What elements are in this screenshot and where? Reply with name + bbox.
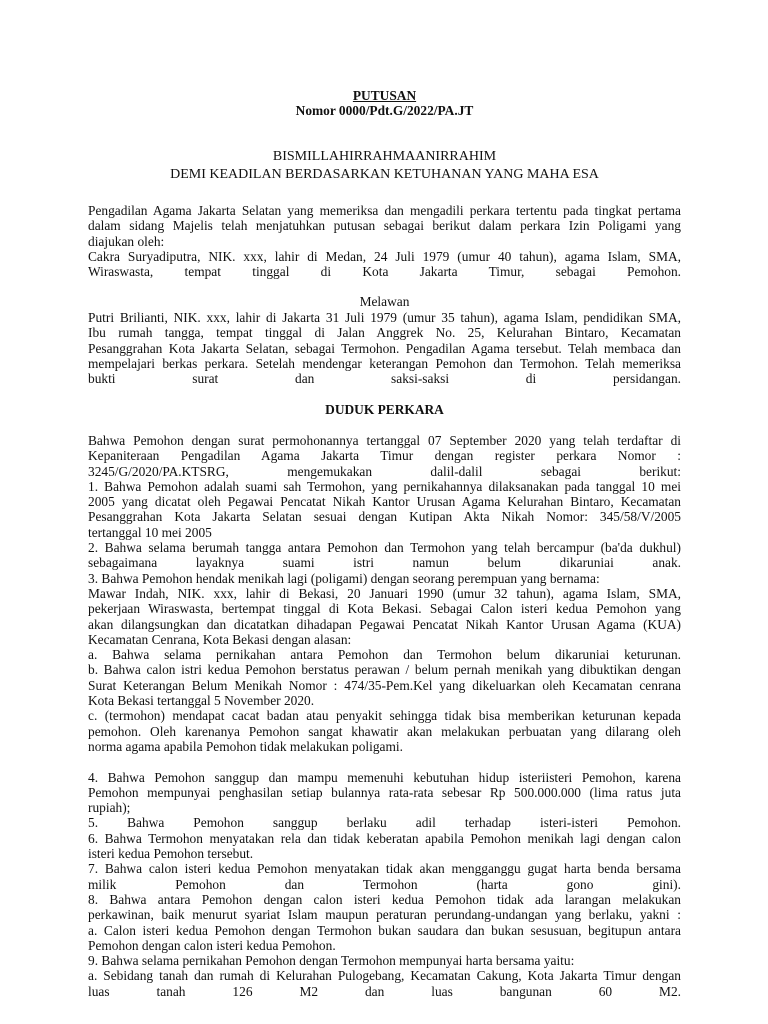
demi-keadilan-line: DEMI KEADILAN BERDASARKAN KETUHANAN YANG MAHA ESA [170, 166, 599, 182]
text-line: sebagaimana layaknya suami istri namun belum dikaruniai anak. [88, 555, 681, 571]
text-line: isteri kedua Pemohon tersebut. [88, 846, 254, 862]
case-number: Nomor 0000/Pdt.G/2022/PA.JT [295, 103, 474, 119]
text-line: rupiah); [88, 800, 131, 816]
text-line: diajukan oleh: [88, 233, 165, 249]
document-header [88, 88, 681, 119]
text-line: b. Bahwa calon istri kedua Pemohon berstatus perawan / belum pernah menikah yang dibuktikan dengan [88, 662, 681, 678]
text-line: norma agama apabila Pemohon tidak melakukan poligami. [88, 738, 403, 754]
text-line: a. Sebidang tanah dan rumah di Kelurahan Pulogebang, Kecamatan Cakung, Kota Jakarta Timur dengan [88, 968, 681, 984]
bismillah-line: BISMILLAHIRRAHMAANIRRAHIM [272, 149, 497, 164]
text-line: 3245/G/2020/PA.KTSRG, mengemukakan dalil-dalil sebagai berikut: [88, 463, 681, 479]
text-line: tertanggal 10 mei 2005 [88, 524, 212, 540]
text-line: 5. Bahwa Pemohon sanggup berlaku adil terhadap isteri-isteri Pemohon. [88, 815, 681, 831]
melawan-heading: Melawan [359, 294, 410, 309]
text-line: Ibu rumah tangga, tempat tinggal di Jalan Anggrek No. 25, Kelurahan Bintaro, Kecamatan [88, 325, 681, 341]
text-line: 7. Bahwa calon isteri kedua Pemohon menyatakan tidak akan mengganggu gugat harta benda bersama [88, 861, 681, 877]
text-line: perkawinan, baik menurut syariat Islam maupun peraturan perundang-undangan yang berlaku, yakni : [88, 907, 681, 923]
text-line: 9. Bahwa selama pernikahan Pemohon dengan Termohon mempunyai harta bersama yaitu: [88, 953, 575, 969]
text-line: Kota Bekasi tertanggal 5 November 2020. [88, 693, 315, 709]
text-line: dalam sidang Majelis telah menjatuhkan putusan sebagai berikut dalam perkara Izin Poligami yang [88, 218, 681, 234]
text-line: akan dilangsungkan dan dicatatkan dihadapan Pegawai Pencatat Nikah Kantor Urusan Agama (KUA) [88, 616, 681, 632]
opening-formula [88, 148, 681, 183]
text-line: Pemohon dengan calon isteri kedua Pemohon. [88, 937, 336, 953]
text-line: Wiraswasta, tempat tinggal di Kota Jakarta Timur, sebagai Pemohon. [88, 264, 681, 280]
paragraph-gap [88, 754, 681, 769]
text-line: bukti surat dan saksi-saksi di persidangan. [88, 371, 681, 387]
text-line: Kecamatan Cenrana, Kota Bekasi dengan alasan: [88, 631, 352, 647]
text-line: luas tanah 126 M2 dan luas bangunan 60 M2. [88, 983, 681, 999]
text-line: Cakra Suryadiputra, NIK. xxx, lahir di Medan, 24 Juli 1979 (umur 40 tahun), agama Islam, SMA, [88, 248, 681, 264]
text-line: Surat Keterangan Belum Menikah Nomor : 474/35-Pem.Kel yang dikeluarkan oleh Kecamatan cenrana [88, 677, 681, 693]
text-line: Pengadilan Agama Jakarta Selatan yang memeriksa dan mengadili perkara tertentu pada tingkat pertama [88, 203, 681, 218]
document-title: PUTUSAN [352, 88, 417, 103]
text-line: 2. Bahwa selama berumah tangga antara Pemohon dan Termohon yang telah bercampur (ba'da dukhul) [88, 540, 681, 556]
text-line: Kepaniteraan Pengadilan Agama Jakarta Timur dengan register perkara Nomor : [88, 448, 681, 464]
text-line: Pesanggrahan Kota Jakarta Selatan, sebagai Termohon. Pengadilan Agama tersebut. Telah membaca dan [88, 340, 681, 356]
text-line: pekerjaan Wiraswasta, bertempat tinggal di Kota Bekasi. Sebagai Calon isteri kedua Pemohon yang [88, 601, 681, 617]
text-line: milik Pemohon dan Termohon (harta gono gini). [88, 876, 681, 892]
text-line: a. Calon isteri kedua Pemohon dengan Termohon bukan saudara dan bukan sesusuan, begitupun antara [88, 922, 681, 938]
intro-paragraph [88, 203, 681, 279]
text-line: mempelajari berkas perkara. Setelah mendengar keterangan Pemohon dan Termohon. Telah memeriksa [88, 355, 681, 371]
text-line: 8. Bahwa antara Pemohon dengan calon isteri kedua Pemohon tidak ada larangan melakukan [88, 891, 681, 907]
text-line: Pemohon mempunyai penghasilan setiap bulannya rata-rata sebesar Rp 500.000.000 (lima ratus juta [88, 784, 681, 800]
text-line: 4. Bahwa Pemohon sanggup dan mampu memenuhi kebutuhan hidup isteriisteri Pemohon, karena [88, 769, 681, 785]
section-heading-duduk-perkara: DUDUK PERKARA [325, 402, 444, 417]
text-line: 1. Bahwa Pemohon adalah suami sah Termohon, yang pernikahannya dilaksanakan pada tanggal 10 mei [88, 478, 681, 494]
text-line: 3. Bahwa Pemohon hendak menikah lagi (poligami) dengan seorang perempuan yang bernama: [88, 570, 600, 586]
text-line: 6. Bahwa Termohon menyatakan rela dan tidak keberatan apabila Pemohon menikah lagi dengan calon [88, 830, 681, 846]
text-line: pemohon. Oleh karenanya Pemohon sangat khawatir akan melakukan perbuatan yang dilarang oleh [88, 723, 681, 739]
text-line: Pesanggrahan Kota Jakarta Selatan sesuai dengan Kutipan Akta Nikah Nomor: 345/58/V/2005 [88, 509, 681, 525]
text-line: c. (termohon) mendapat cacat badan atau penyakit sehingga tidak bisa memberikan keturunan kepada [88, 708, 681, 724]
text-line: Putri Brilianti, NIK. xxx, lahir di Jakarta 31 Juli 1979 (umur 35 tahun), agama Islam, pendidikan SMA, [88, 310, 681, 325]
duduk-perkara-body [88, 433, 681, 999]
text-line: Mawar Indah, NIK. xxx, lahir di Bekasi, 20 Januari 1990 (umur 32 tahun), agama Islam, SMA, [88, 585, 681, 601]
text-line: Bahwa Pemohon dengan surat permohonannya tertanggal 07 September 2020 yang telah terdaftar di [88, 433, 681, 448]
text-line: a. Bahwa selama pernikahan antara Pemohon dan Termohon belum dikaruniai keturunan. [88, 647, 681, 663]
text-line: 2005 yang dicatat oleh Pegawai Pencatat Nikah Kantor Urusan Agama Kelurahan Bintaro, Kecamatan [88, 494, 681, 510]
termohon-paragraph [88, 310, 681, 386]
